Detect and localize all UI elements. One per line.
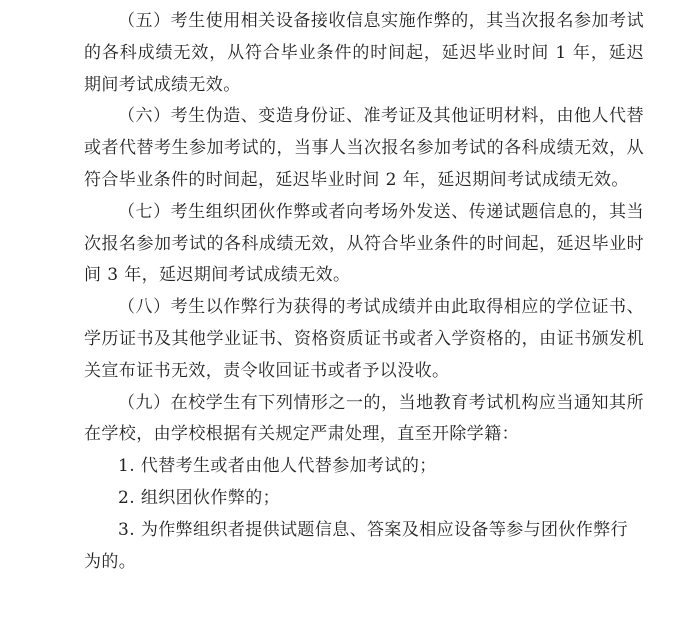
paragraph-item-7: （七）考生组织团伙作弊或者向考场外发送、传递试题信息的，其当次报名参加考试的各科成绩无效，从符合毕业条件的时间起，延迟毕业时间 3 年，延迟期间考试成绩无效。 (84, 201, 644, 286)
paragraph-item-9: （九）在校学生有下列情形之一的，当地教育考试机构应当通知其所在学校，由学校根据有关规定严肃处理，直至开除学籍： (84, 392, 644, 445)
paragraph-item-5: （五）考生使用相关设备接收信息实施作弊的，其当次报名参加考试的各科成绩无效，从符合毕业条件的时间起，延迟毕业时间 1 年，延迟期间考试成绩无效。 (84, 11, 644, 95)
list-item-3: 3. 为作弊组织者提供试题信息、答案及相应设备等参与团伙作弊行为的。 (84, 519, 629, 572)
document-body (84, 6, 644, 578)
paragraph-item-8: （八）考生以作弊行为获得的考试成绩并由此取得相应的学位证书、学历证书及其他学业证书、资格资质证书或者入学资格的，由证书颁发机关宣布证书无效，责令收回证书或者予以没收。 (84, 297, 644, 381)
list-item-1: 1. 代替考生或者由他人代替参加考试的； (118, 456, 437, 477)
list-item-2: 2. 组织团伙作弊的； (118, 487, 281, 508)
paragraph-item-6: （六）考生伪造、变造身份证、准考证及其他证明材料，由他人代替或者代替考生参加考试的，当事人当次报名参加考试的各科成绩无效，从符合毕业条件的时间起，延迟毕业时间 2 年，延迟期间考试成绩无效。 (84, 106, 644, 190)
